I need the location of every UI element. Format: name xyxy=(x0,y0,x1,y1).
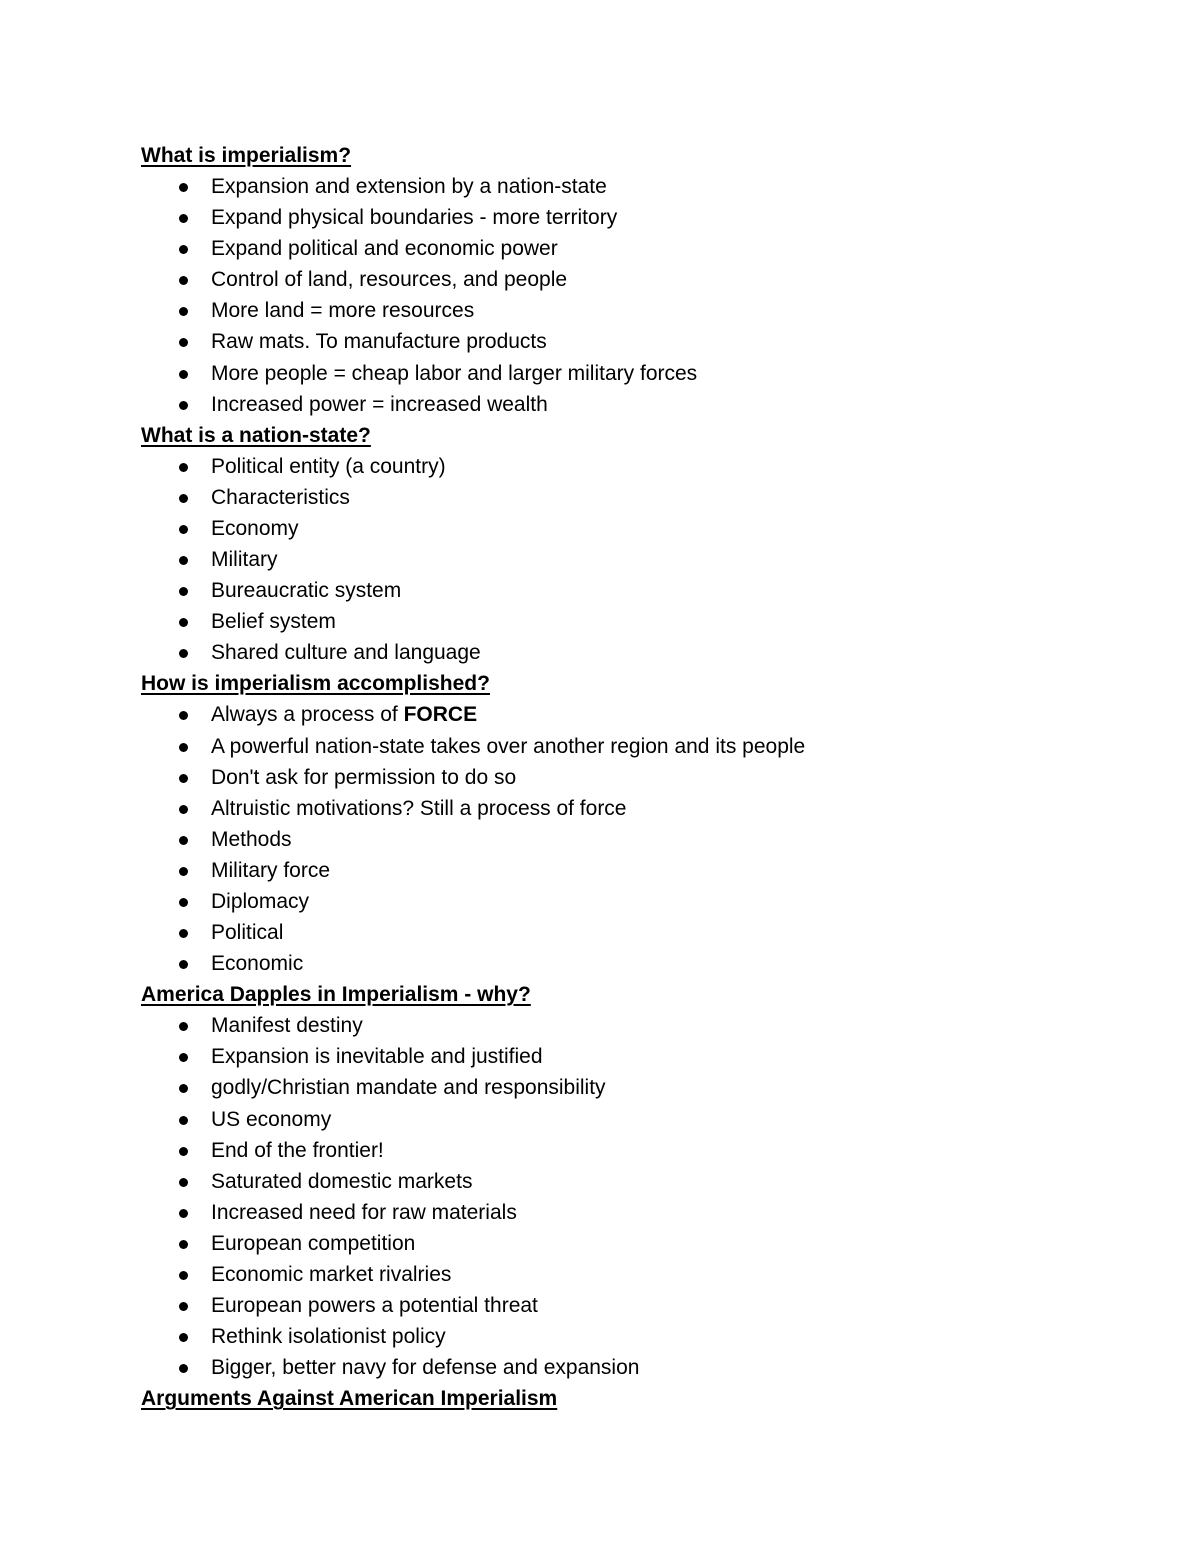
bullet-icon xyxy=(179,338,188,347)
list-item-text: Bureaucratic system xyxy=(211,579,402,603)
section-heading: Arguments Against American Imperialism xyxy=(141,1387,558,1411)
list-item-text: Expansion is inevitable and justified xyxy=(211,1045,543,1069)
list-item-text: Increased power = increased wealth xyxy=(211,392,548,416)
list-item-text: Military xyxy=(211,548,278,572)
list-item xyxy=(141,699,1141,730)
list-item xyxy=(141,264,1141,295)
list-item xyxy=(141,1352,1141,1383)
bullet-list xyxy=(141,451,1141,669)
bullet-list xyxy=(141,1010,1141,1383)
bullet-icon xyxy=(179,587,188,596)
list-item-text: Methods xyxy=(211,827,292,851)
bullet-icon xyxy=(179,1147,188,1156)
bullet-icon xyxy=(179,618,188,627)
list-item xyxy=(141,482,1141,513)
list-item-text: More people = cheap labor and larger military forces xyxy=(211,361,698,385)
list-item-text: Manifest destiny xyxy=(211,1014,363,1038)
list-item-text: Control of land, resources, and people xyxy=(211,268,568,292)
list-item xyxy=(141,1010,1141,1041)
list-item-text: Always a process of xyxy=(211,703,404,727)
list-item xyxy=(141,202,1141,233)
document-body xyxy=(141,140,1141,1414)
list-item-text: Diplomacy xyxy=(211,889,310,913)
list-item-text: More land = more resources xyxy=(211,299,475,323)
bullet-icon xyxy=(179,525,188,534)
list-item xyxy=(141,886,1141,917)
bullet-icon xyxy=(179,774,188,783)
list-item-text: Raw mats. To manufacture products xyxy=(211,330,547,354)
bullet-icon xyxy=(179,1178,188,1187)
list-item xyxy=(141,606,1141,637)
bullet-icon xyxy=(179,1022,188,1031)
list-item xyxy=(141,1197,1141,1228)
section-heading: America Dapples in Imperialism - why? xyxy=(141,983,531,1007)
bullet-icon xyxy=(179,1053,188,1062)
list-item-text: Characteristics xyxy=(211,485,350,509)
section-what-is-a-nation-state xyxy=(141,420,1141,669)
list-item-text: Rethink isolationist policy xyxy=(211,1325,446,1349)
list-item xyxy=(141,171,1141,202)
bullet-icon xyxy=(179,929,188,938)
list-item xyxy=(141,1321,1141,1352)
bullet-icon xyxy=(179,743,188,752)
section-how-is-imperialism-accomplished xyxy=(141,668,1141,979)
bullet-icon xyxy=(179,649,188,658)
list-item-text: Political entity (a country) xyxy=(211,454,446,478)
bullet-icon xyxy=(179,463,188,472)
list-item xyxy=(141,389,1141,420)
list-item xyxy=(141,575,1141,606)
list-item xyxy=(141,1290,1141,1321)
bullet-icon xyxy=(179,556,188,565)
bullet-icon xyxy=(179,1084,188,1093)
bullet-icon xyxy=(179,1364,188,1373)
bullet-icon xyxy=(179,805,188,814)
list-item xyxy=(141,513,1141,544)
bullet-icon xyxy=(179,183,188,192)
bullet-icon xyxy=(179,401,188,410)
bullet-icon xyxy=(179,1333,188,1342)
section-america-dapples-in-imperialism xyxy=(141,979,1141,1383)
list-item xyxy=(141,1072,1141,1103)
list-item-text: Belief system xyxy=(211,610,336,634)
list-item-text: A powerful nation-state takes over another region and its people xyxy=(211,734,806,758)
list-item xyxy=(141,326,1141,357)
section-heading: What is a nation-state? xyxy=(141,423,371,447)
bullet-icon xyxy=(179,1209,188,1218)
list-item-text: Increased need for raw materials xyxy=(211,1200,517,1224)
bullet-icon xyxy=(179,711,188,720)
list-item xyxy=(141,358,1141,389)
bullet-icon xyxy=(179,307,188,316)
bullet-icon xyxy=(179,867,188,876)
list-item-text: Don't ask for permission to do so xyxy=(211,765,517,789)
list-item xyxy=(141,451,1141,482)
bullet-icon xyxy=(179,1302,188,1311)
list-item xyxy=(141,731,1141,762)
section-heading: What is imperialism? xyxy=(141,144,352,167)
list-item xyxy=(141,1228,1141,1259)
list-item-text: Saturated domestic markets xyxy=(211,1169,473,1193)
list-item xyxy=(141,295,1141,326)
section-heading: How is imperialism accomplished? xyxy=(141,672,490,696)
bullet-icon xyxy=(179,960,188,969)
list-item xyxy=(141,637,1141,668)
section-what-is-imperialism xyxy=(141,140,1141,420)
list-item-text: Economic market rivalries xyxy=(211,1263,452,1286)
bullet-icon xyxy=(179,898,188,907)
list-item-text: Expand physical boundaries - more territory xyxy=(211,206,618,230)
list-item xyxy=(141,1041,1141,1072)
bullet-list xyxy=(141,699,1141,979)
bullet-list xyxy=(141,171,1141,420)
bullet-icon xyxy=(179,494,188,503)
bullet-icon xyxy=(179,245,188,254)
list-item xyxy=(141,855,1141,886)
list-item xyxy=(141,824,1141,855)
list-item-text: End of the frontier! xyxy=(211,1138,384,1162)
bullet-icon xyxy=(179,370,188,379)
list-item xyxy=(141,793,1141,824)
list-item-text: Economy xyxy=(211,516,299,540)
list-item xyxy=(141,762,1141,793)
list-item-text: Shared culture and language xyxy=(211,641,481,665)
bullet-icon xyxy=(179,1116,188,1125)
list-item-text: godly/Christian mandate and responsibility xyxy=(211,1076,606,1100)
bullet-icon xyxy=(179,1271,188,1280)
list-item-text: Political xyxy=(211,921,284,945)
list-item xyxy=(141,917,1141,948)
list-item-text: Economic xyxy=(211,952,304,976)
list-item-text: Expansion and extension by a nation-state xyxy=(211,175,607,198)
bullet-icon xyxy=(179,276,188,285)
list-item xyxy=(141,1259,1141,1290)
list-item xyxy=(141,1104,1141,1135)
section-arguments-against-american-imperialism xyxy=(141,1383,1141,1414)
list-item-text: European competition xyxy=(211,1231,416,1255)
bullet-icon xyxy=(179,214,188,223)
list-item-text: Military force xyxy=(211,858,331,882)
list-item xyxy=(141,544,1141,575)
emphasis-text: FORCE xyxy=(403,703,478,727)
list-item xyxy=(141,233,1141,264)
list-item-text: Expand political and economic power xyxy=(211,237,558,261)
list-item xyxy=(141,1166,1141,1197)
list-item-text: Bigger, better navy for defense and expansion xyxy=(211,1356,640,1380)
list-item-text: US economy xyxy=(211,1107,332,1131)
bullet-icon xyxy=(179,836,188,845)
list-item-text: European powers a potential threat xyxy=(211,1294,538,1318)
list-item xyxy=(141,1135,1141,1166)
bullet-icon xyxy=(179,1240,188,1249)
list-item xyxy=(141,948,1141,979)
list-item-text: Altruistic motivations? Still a process of force xyxy=(211,796,627,820)
